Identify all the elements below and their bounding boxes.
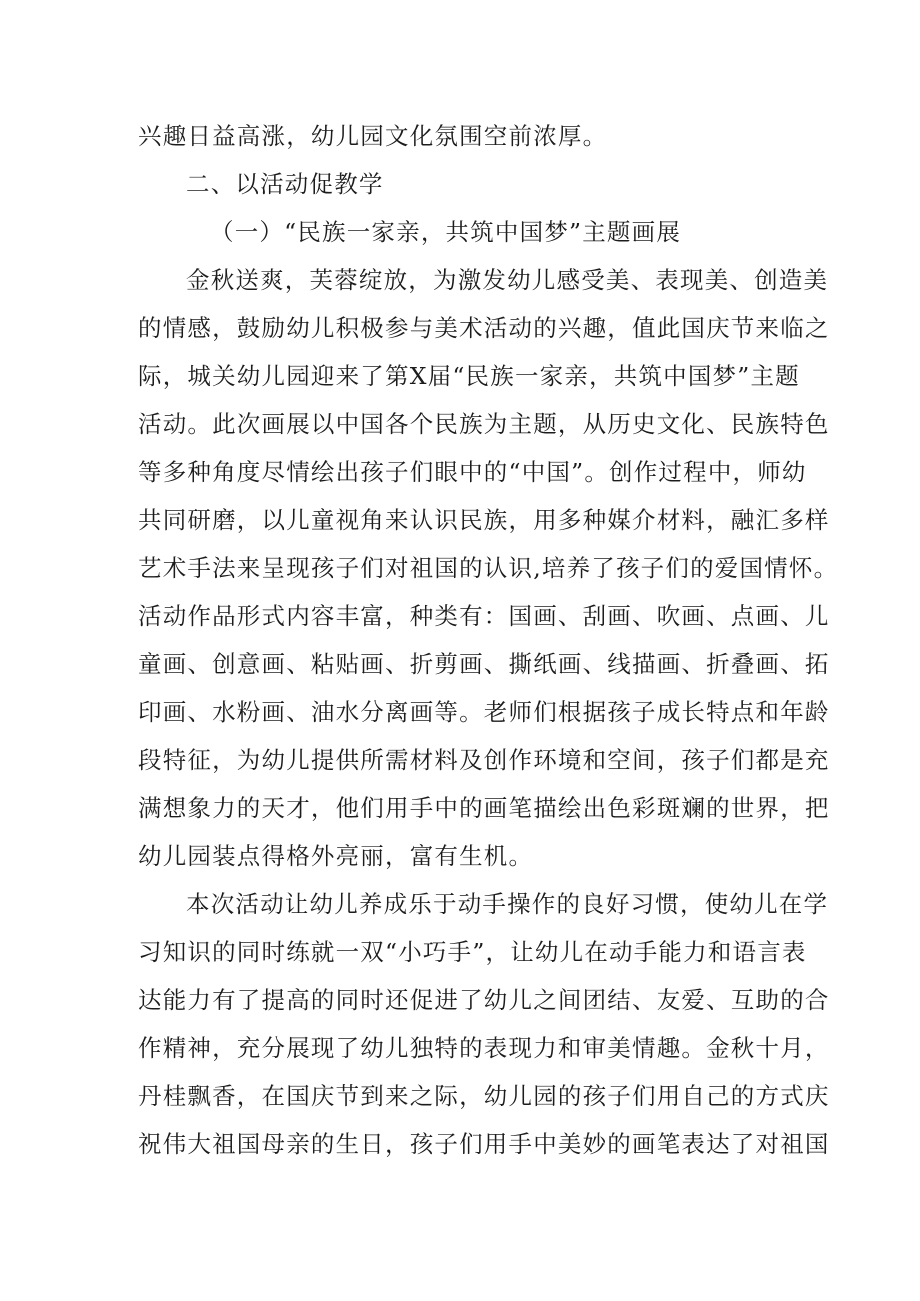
paragraph-line: 丹桂飘香，在国庆节到来之际，幼儿园的孩子们用自己的方式庆 xyxy=(138,1082,830,1110)
paragraph-line: 习知识的同时练就一双“小巧手”，让幼儿在动手能力和语言表 xyxy=(138,938,807,966)
paragraph-line: 祝伟大祖国母亲的生日，孩子们用手中美妙的画笔表达了对祖国 xyxy=(138,1130,830,1158)
paragraph-line: 艺术手法来呈现孩子们对祖国的认识,培养了孩子们的爱国情怀。 xyxy=(138,554,839,582)
paragraph-line: 段特征，为幼儿提供所需材料及创作环境和空间，孩子们都是充 xyxy=(138,746,830,774)
paragraph-line: 等多种角度尽情绘出孩子们眼中的“中国”。创作过程中，师幼 xyxy=(138,458,807,486)
paragraph-line: 活动。此次画展以中国各个民族为主题，从历史文化、民族特色 xyxy=(138,410,830,438)
paragraph-line: 活动作品形式内容丰富，种类有：国画、刮画、吹画、点画、儿 xyxy=(138,602,830,630)
paragraph-line: 童画、创意画、粘贴画、折剪画、撕纸画、线描画、折叠画、拓 xyxy=(138,650,830,678)
paragraph-line: 金秋送爽，芙蓉绽放，为激发幼儿感受美、表现美、创造美 xyxy=(186,266,829,294)
paragraph-line: 满想象力的天才，他们用手中的画笔描绘出色彩斑斓的世界，把 xyxy=(138,794,830,822)
subsection-heading: （一）“民族一家亲，共筑中国梦”主题画展 xyxy=(210,218,682,246)
paragraph-line: 达能力有了提高的同时还促进了幼儿之间团结、友爱、互助的合 xyxy=(138,986,830,1014)
paragraph-line: 共同研磨，以儿童视角来认识民族，用多种媒介材料，融汇多样 xyxy=(138,506,830,534)
paragraph-end-line: 兴趣日益高涨，幼儿园文化氛围空前浓厚。 xyxy=(138,122,608,150)
paragraph-line: 的情感，鼓励幼儿积极参与美术活动的兴趣，值此国庆节来临之 xyxy=(138,314,830,342)
paragraph-line: 际，城关幼儿园迎来了第X届“民族一家亲，共筑中国梦”主题 xyxy=(138,362,800,390)
paragraph-line: 幼儿园装点得格外亮丽，富有生机。 xyxy=(138,842,534,870)
paragraph-line: 作精神，充分展现了幼儿独特的表现力和审美情趣。金秋十月， xyxy=(138,1034,830,1062)
paragraph-line: 印画、水粉画、油水分离画等。老师们根据孩子成长特点和年龄 xyxy=(138,698,830,726)
paragraph-line: 本次活动让幼儿养成乐于动手操作的良好习惯，使幼儿在学 xyxy=(186,890,829,918)
section-heading: 二、以活动促教学 xyxy=(186,170,384,198)
